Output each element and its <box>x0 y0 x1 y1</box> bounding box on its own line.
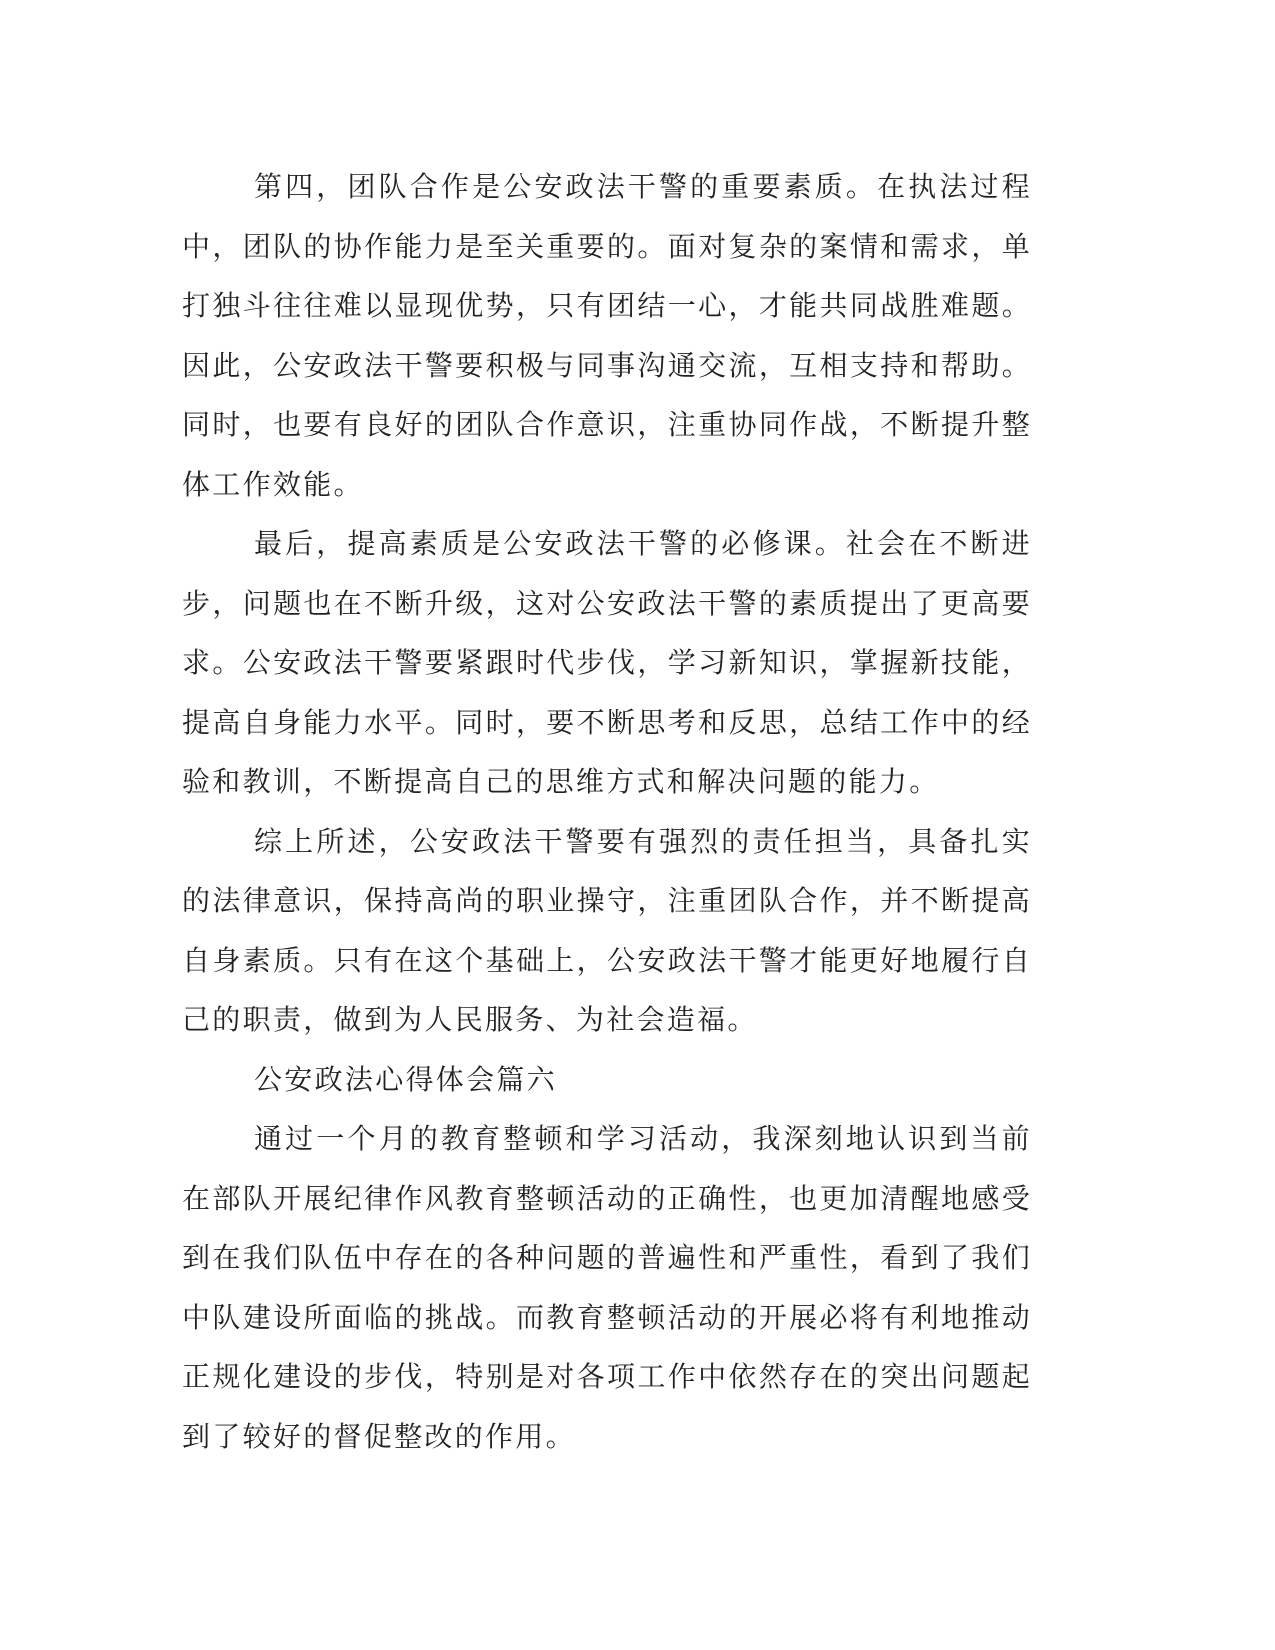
paragraph-education: 通过一个月的教育整顿和学习活动，我深刻地认识到当前在部队开展纪律作风教育整顿活动的正确性，也更加清醒地感受到在我们队伍中存在的各种问题的普遍性和严重性，看到了我们中队建设所面临的挑战。而教育整顿活动的开展必将有利地推动正规化建设的步伐，特别是对各项工作中依然存在的突出问题起到了较好的督促整改的作用。 <box>182 1122 1032 1453</box>
section-heading: 公安政法心得体会篇六 <box>254 1062 558 1096</box>
paragraph-teamwork: 第四，团队合作是公安政法干警的重要素质。在执法过程中，团队的协作能力是至关重要的。面对复杂的案情和需求，单打独斗往往难以显现优势，只有团结一心，才能共同战胜难题。因此，公安政法干警要积极与同事沟通交流，互相支持和帮助。同时，也要有良好的团队合作意识，注重协同作战，不断提升整体工作效能。 <box>182 170 1032 501</box>
paragraph-summary: 综上所述，公安政法干警要有强烈的责任担当，具备扎实的法律意识，保持高尚的职业操守，注重团队合作，并不断提高自身素质。只有在这个基础上，公安政法干警才能更好地履行自己的职责，做到为人民服务、为社会造福。 <box>182 824 1032 1036</box>
document-body <box>182 157 1032 1466</box>
paragraph-quality: 最后，提高素质是公安政法干警的必修课。社会在不断进步，问题也在不断升级，这对公安政法干警的素质提出了更高要求。公安政法干警要紧跟时代步伐，学习新知识，掌握新技能，提高自身能力水平。同时，要不断思考和反思，总结工作中的经验和教训，不断提高自己的思维方式和解决问题的能力。 <box>182 527 1032 798</box>
